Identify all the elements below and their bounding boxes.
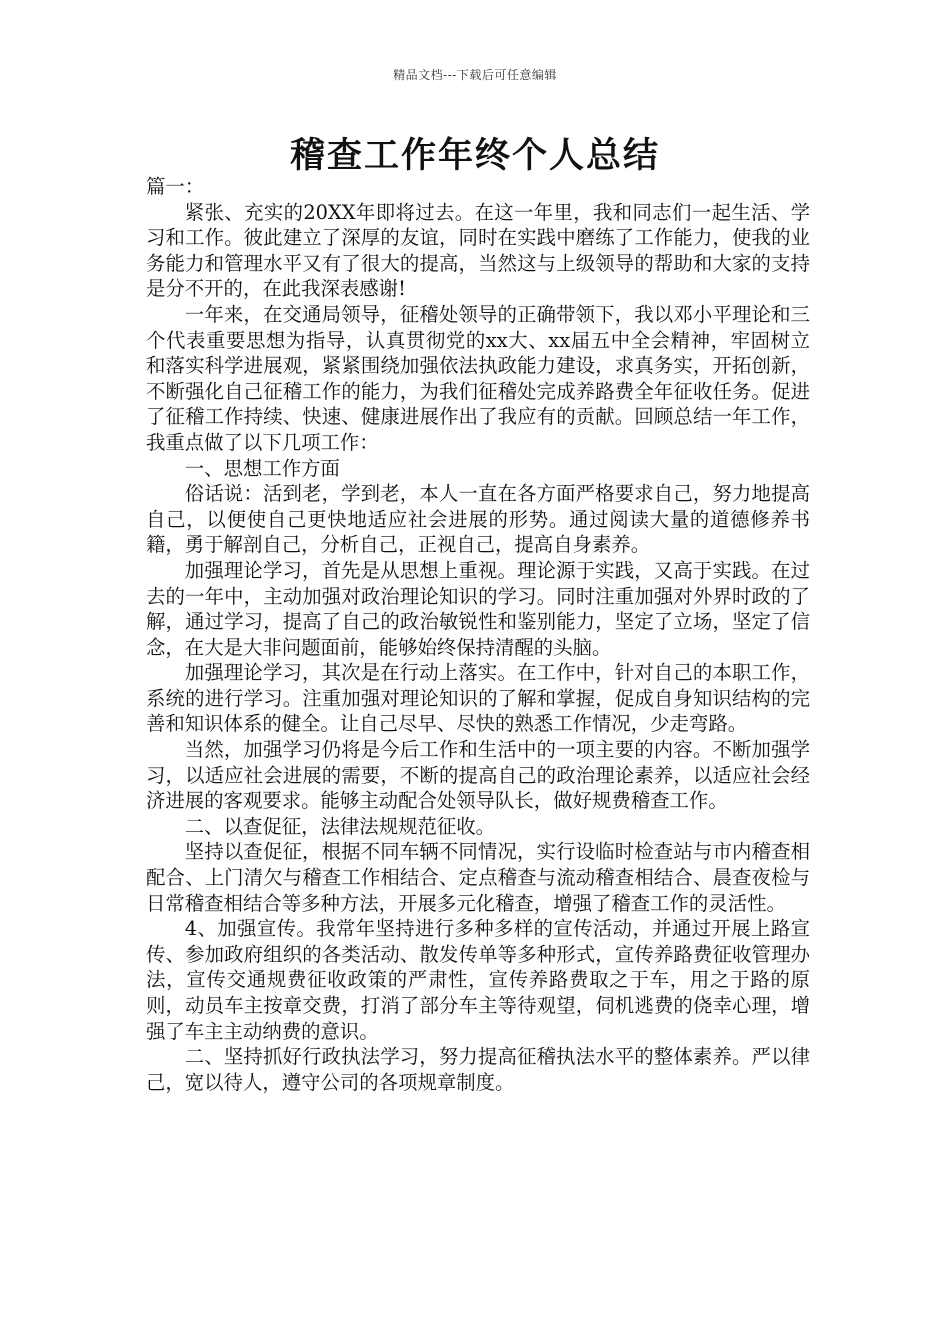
paragraph: 紧张、充实的20XX年即将过去。在这一年里，我和同志们一起生活、学习和工作。彼此建立了深厚的友谊，同时在实践中磨练了工作能力，使我的业务能力和管理水平又有了很大的提高，当然这与上级领导的帮助和大家的支持是分不开的，在此我深表感谢! [146,200,810,301]
paragraph: 俗话说：活到老，学到老，本人一直在各方面严格要求自己，努力地提高自己，以便使自己更快地适应社会进展的形势。通过阅读大量的道德修养书籍，勇于解剖自己，分析自己，正视自己，提高自身素养。 [146,482,810,557]
paragraph: 当然，加强学习仍将是今后工作和生活中的一项主要的内容。不断加强学习，以适应社会进展的需要，不断的提高自己的政治理论素养，以适应社会经济进展的客观要求。能够主动配合处领导队长，做好规费稽查工作。 [146,738,810,813]
paragraph: 坚持以查促征，根据不同车辆不同情况，实行设临时检查站与市内稽查相配合、上门清欠与稽查工作相结合、定点稽查与流动稽查相结合、晨查夜检与日常稽查相结合等多种方法，开展多元化稽查，增强了稽查工作的灵活性。 [146,840,810,915]
paragraph: 4、加强宣传。我常年坚持进行多种多样的宣传活动，并通过开展上路宣传、参加政府组织的各类活动、散发传单等多种形式，宣传养路费征收管理办法，宣传交通规费征收政策的严肃性，宣传养路费取之于车，用之于路的原则，动员车主按章交费，打消了部分车主等待观望，伺机逃费的侥幸心理，增强了车主主动纳费的意识。 [146,917,810,1043]
document-title: 稽查工作年终个人总结 [289,135,660,176]
section-label: 篇一： [146,175,205,198]
document-body [146,174,810,1095]
section-heading: 一、思想工作方面 [184,456,340,480]
paragraph: 加强理论学习，首先是从思想上重视。理论源于实践，又高于实践。在过去的一年中，主动加强对政治理论知识的学习。同时注重加强对外界时政的了解，通过学习，提高了自己的政治敏锐性和鉴别能力，坚定了立场，坚定了信念，在大是大非问题面前，能够始终保持清醒的头脑。 [146,558,810,659]
paragraph: 二、坚持抓好行政执法学习，努力提高征稽执法水平的整体素养。严以律己，宽以待人，遵守公司的各项规章制度。 [146,1045,810,1094]
paragraph: 加强理论学习，其次是在行动上落实。在工作中，针对自己的本职工作，系统的进行学习。注重加强对理论知识的了解和掌握，促成自身知识结构的完善和知识体系的健全。让自己尽早、尽快的熟悉工作情况，少走弯路。 [146,661,810,736]
page-header-note: 精品文档---下载后可任意编辑 [393,68,557,82]
section-heading: 二、以查促征，法律法规规范征收。 [184,814,496,838]
paragraph: 一年来，在交通局领导，征稽处领导的正确带领下，我以邓小平理论和三个代表重要思想为指导，认真贯彻党的xx大、xx届五中全会精神，牢固树立和落实科学进展观，紧紧围绕加强依法执政能力建设，求真务实，开拓创新，不断强化自己征稽工作的能力，为我们征稽处完成养路费全年征收任务。促进了征稽工作持续、快速、健康进展作出了我应有的贡献。回顾总结一年工作，我重点做了以下几项工作： [146,302,810,454]
